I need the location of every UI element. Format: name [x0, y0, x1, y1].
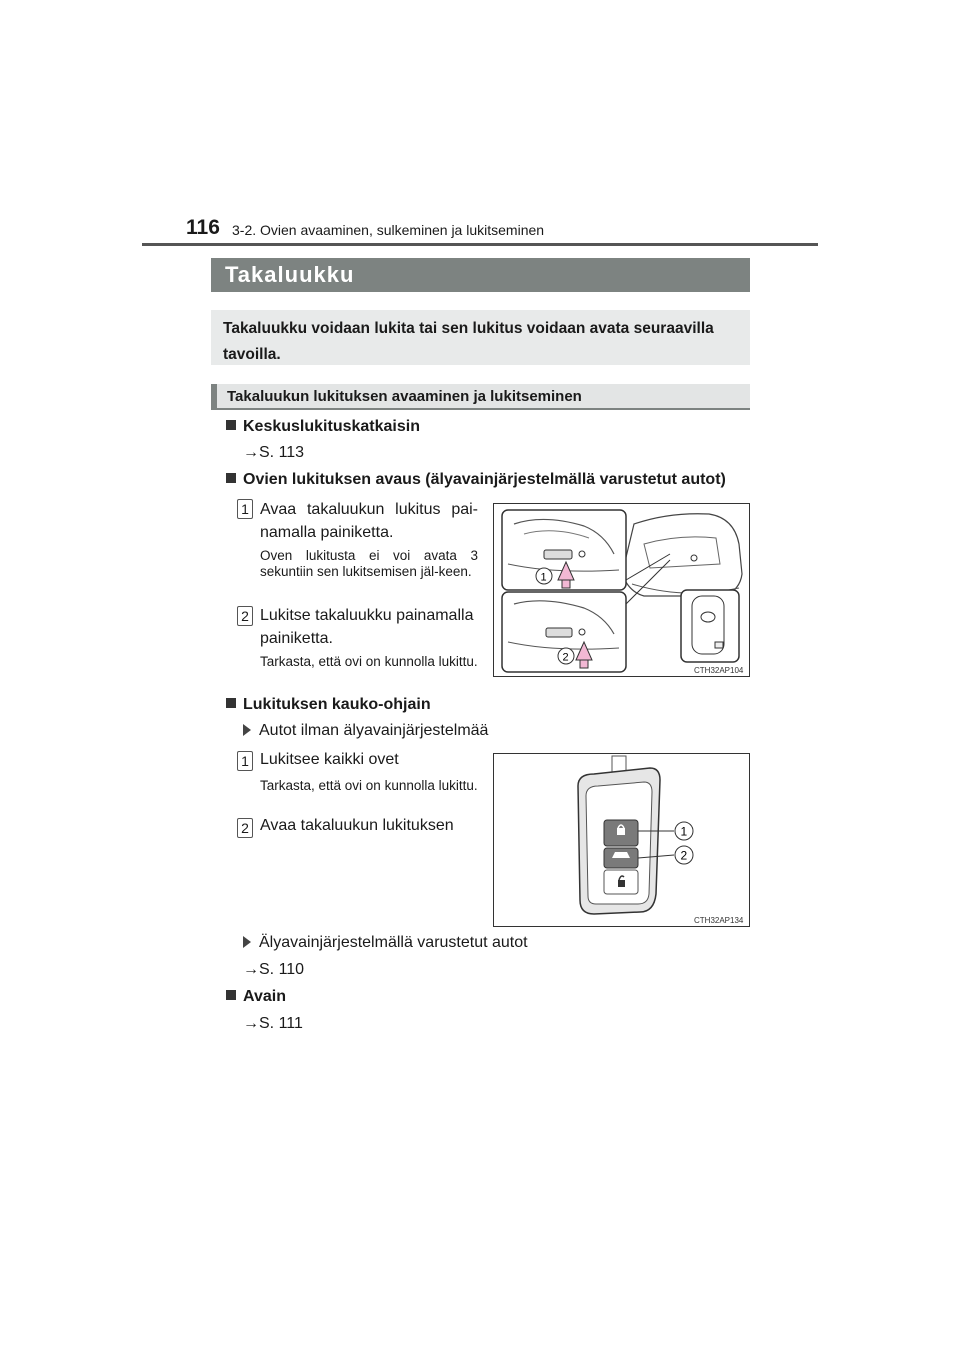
remote-sub2-ref-text: S. 110: [259, 961, 305, 978]
page-number: 116: [186, 216, 220, 239]
avain-ref: [243, 1015, 303, 1033]
figure2-code: CTH32AP134: [694, 916, 744, 925]
arrow-icon: →: [243, 961, 259, 978]
heading-keskus-text: Keskuslukituskatkaisin: [243, 418, 420, 435]
remote-item1-number: 1: [237, 751, 253, 771]
figure-tailgate-button: [493, 503, 750, 677]
step2-number: 2: [237, 606, 253, 626]
arrow-icon: →: [243, 444, 259, 461]
triangle-bullet-icon: [243, 936, 251, 948]
subsection-bar: [211, 384, 750, 410]
heading-remote-text: Lukituksen kauko-ohjain: [243, 696, 431, 713]
remote-item1-note: Tarkasta, että ovi on kunnolla lukittu.: [260, 778, 478, 793]
intro-text: Takaluukku voidaan lukita tai sen lukitus voidaan avata seuraavilla tavoilla.: [223, 320, 714, 363]
remote-sub1: [243, 722, 488, 740]
square-bullet-icon: [226, 990, 236, 1000]
subsection-title: Takaluukun lukituksen avaaminen ja lukitseminen: [227, 388, 582, 405]
remote-sub2-ref: [243, 961, 304, 979]
step1-text: Avaa takaluukun lukitus pai- namalla painiketta.: [260, 501, 478, 541]
figure-remote-key: [493, 753, 750, 927]
remote-sub2-text: Älyavainjärjestelmällä varustetut autot: [259, 934, 528, 951]
heading-remote: [226, 696, 431, 714]
heading-aly-text: Ovien lukituksen avaus (älyavainjärjestelmällä varustetut autot): [243, 471, 726, 488]
heading-aly: [226, 471, 726, 489]
figure1-callout-2: 2: [562, 651, 569, 664]
step2-note: Tarkasta, että ovi on kunnolla lukittu.: [260, 654, 478, 669]
triangle-bullet-icon: [243, 724, 251, 736]
heading-keskus: [226, 418, 420, 436]
section-title-bar: [211, 258, 750, 292]
remote-sub1-text: Autot ilman älyavainjärjestelmää: [259, 722, 489, 739]
step1-number: 1: [237, 499, 253, 519]
step1-note: Oven lukitusta ei voi avata 3 sekuntiin sen lukitsemisen jäl-keen.: [260, 548, 478, 579]
square-bullet-icon: [226, 420, 236, 430]
step2-text: Lukitse takaluukku painamalla painiketta.: [260, 607, 474, 647]
remote-key-illustration: [494, 754, 750, 927]
figure2-callout-1: 1: [680, 824, 688, 839]
keskus-ref-text: S. 113: [259, 444, 305, 461]
header-rule: [142, 243, 818, 246]
remote-sub2: [243, 934, 528, 952]
square-bullet-icon: [226, 473, 236, 483]
remote-item2-text: Avaa takaluukun lukituksen: [260, 817, 454, 834]
figure1-callout-1: 1: [540, 571, 547, 584]
chapter-title: 3-2. Ovien avaaminen, sulkeminen ja lukitseminen: [232, 222, 545, 238]
section-title: Takaluukku: [225, 262, 355, 287]
remote-item2-number: 2: [237, 818, 253, 838]
intro-box: [211, 310, 750, 365]
remote-item1-text: Lukitsee kaikki ovet: [260, 751, 399, 768]
arrow-icon: →: [243, 1015, 259, 1032]
tailgate-illustration: [494, 504, 750, 677]
figure2-callout-2: 2: [680, 848, 688, 863]
keskus-ref: [243, 444, 304, 462]
heading-avain-text: Avain: [243, 988, 286, 1005]
avain-ref-text: S. 111: [259, 1015, 303, 1032]
figure1-code: CTH32AP104: [694, 666, 744, 675]
heading-avain: [226, 988, 286, 1006]
square-bullet-icon: [226, 698, 236, 708]
